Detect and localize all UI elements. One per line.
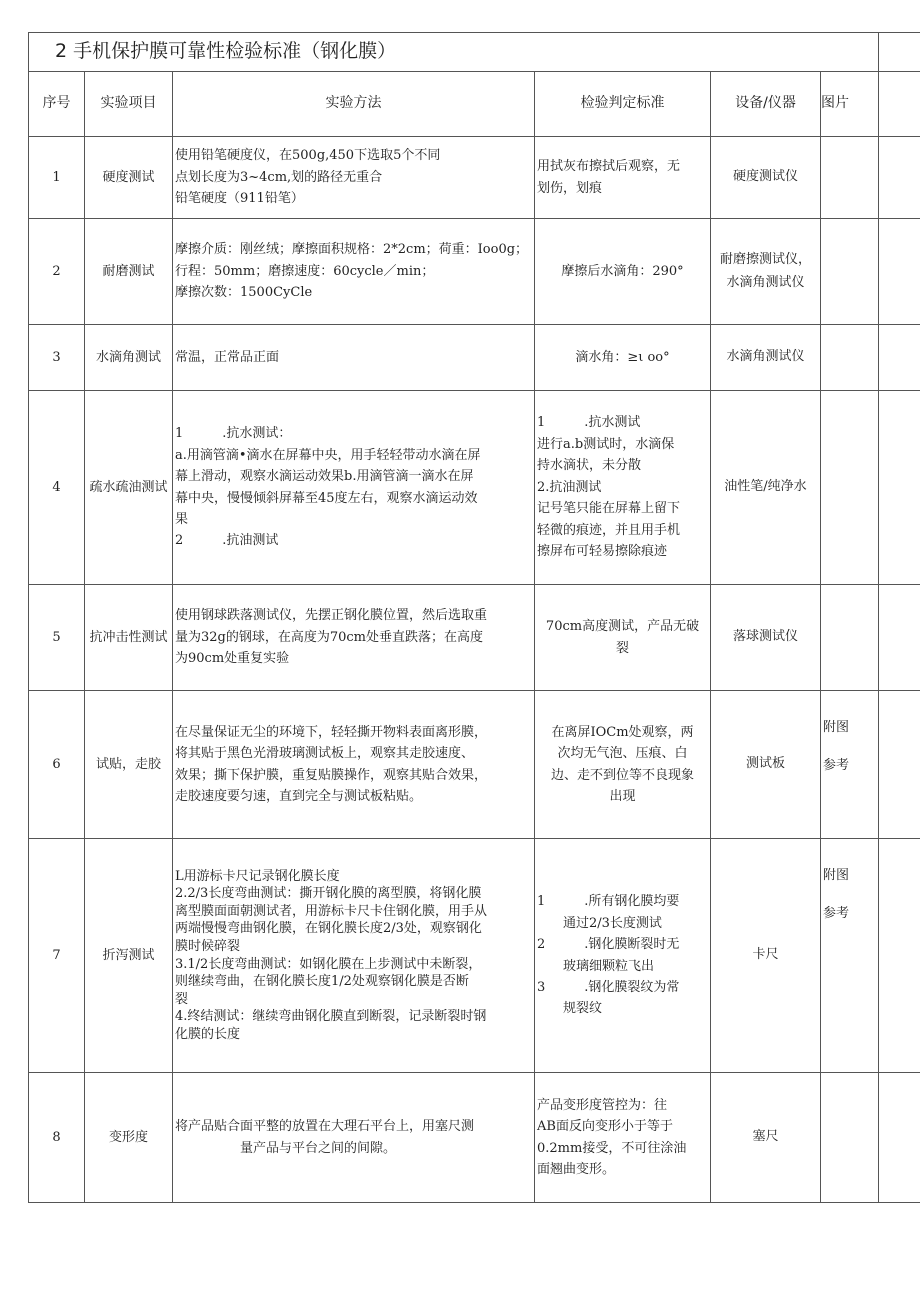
- row-picture: [821, 691, 879, 839]
- extra-cell: [879, 219, 920, 325]
- row-criteria-line: 70cm高度测试，产品无破: [545, 619, 700, 635]
- row-criteria-line: 3 .钢化膜裂纹为常: [537, 979, 680, 995]
- row-method-line: 幕上滑动，观察水滴运动效果b.用滴管滴一滴水在屏: [175, 469, 474, 485]
- table-row: [29, 1073, 920, 1203]
- row-criteria-line: 1 .所有钢化膜均要: [537, 894, 680, 910]
- row-picture: [821, 137, 879, 219]
- row-criteria-line: 2 .钢化膜断裂时无: [537, 937, 680, 953]
- row-criteria-line: 0.2mm接受，不可往涂油: [537, 1140, 687, 1156]
- table-row: [29, 839, 920, 1073]
- row-method-line: a.用滴管滴•滴水在屏幕中央，用手轻轻带动水滴在屏: [175, 447, 481, 463]
- page-title: 2 手机保护膜可靠性检验标准（钢化膜）: [29, 33, 879, 72]
- row-method: [173, 391, 535, 585]
- table-row: [29, 391, 920, 585]
- row-method: [173, 691, 535, 839]
- row-criteria-line: 面翘曲变形。: [537, 1161, 616, 1177]
- row-equipment: [711, 325, 821, 391]
- row-item: 抗冲击性测试: [85, 585, 173, 691]
- row-method-line: 使用铅笔硬度仪，在500g,450下选取5个不同: [175, 148, 441, 164]
- table-row: [29, 585, 920, 691]
- row-criteria-line: 规裂纹: [537, 1001, 603, 1017]
- table-body: [29, 137, 920, 1203]
- header-method: 实验方法: [173, 72, 535, 137]
- row-method-line: 效果；撕下保护膜，重复贴膜操作，观察其贴合效果，: [175, 767, 488, 783]
- row-criteria-line: 摩擦后水滴角：290°: [561, 263, 684, 279]
- row-equipment-line: 油性笔/纯净水: [724, 479, 807, 495]
- row-criteria-line: 轻微的痕迹，并且用手机: [537, 522, 681, 538]
- row-number: 4: [29, 391, 85, 585]
- row-criteria-line: 2.抗油测试: [537, 479, 602, 495]
- row-number: 3: [29, 325, 85, 391]
- row-criteria: [535, 391, 711, 585]
- row-number: 7: [29, 839, 85, 1073]
- row-equipment-line: 水滴角测试仪: [726, 274, 805, 290]
- extra-cell: [879, 72, 920, 137]
- row-equipment: [711, 839, 821, 1073]
- row-method-line: 将其贴于黑色光滑玻璃测试板上，观察其走胶速度、: [175, 746, 475, 762]
- table-row: [29, 137, 920, 219]
- row-method-line: 化膜的长度: [175, 1026, 241, 1042]
- row-number: 5: [29, 585, 85, 691]
- row-method-line: 1 .抗水测试：: [175, 426, 292, 442]
- spec-sheet: [28, 32, 920, 1203]
- row-item: 变形度: [85, 1073, 173, 1203]
- row-method-line: 两端慢慢弯曲钢化膜，在钢化膜长度2/3处，观察钢化: [175, 921, 482, 937]
- row-picture-line: 附图: [823, 868, 850, 883]
- row-equipment: [711, 219, 821, 325]
- row-picture: [821, 391, 879, 585]
- row-method-line: 离型膜面面朝测试者，用游标卡尺卡住钢化膜，用手从: [175, 903, 488, 919]
- row-number: 1: [29, 137, 85, 219]
- row-equipment-line: 卡尺: [752, 947, 779, 963]
- row-criteria-line: 持水滴状，未分散: [537, 458, 642, 474]
- row-method-line: 摩擦次数：1500CyCle: [175, 285, 313, 301]
- row-picture-line: 参考: [823, 905, 850, 921]
- row-method-line: 点划长度为3~4cm,划的路径无重合: [175, 169, 383, 185]
- row-number: 8: [29, 1073, 85, 1203]
- row-method-line: 使用钢球跌落测试仪，先摆正钢化膜位置，然后选取重: [175, 608, 488, 624]
- row-picture: [821, 839, 879, 1073]
- row-criteria-line: 记号笔只能在屏幕上留下: [537, 501, 681, 517]
- row-method-line: L用游标卡尺记录钢化膜长度: [175, 868, 340, 884]
- extra-cell: [879, 839, 920, 1073]
- row-equipment: [711, 137, 821, 219]
- row-method-line: 4.终结测试：继续弯曲钢化膜直到断裂，记录断裂时钢: [175, 1009, 487, 1025]
- row-criteria-line: 擦屏布可轻易擦除痕迹: [537, 544, 668, 560]
- row-method-line: 量产品与平台之间的间隙。: [175, 1140, 397, 1156]
- row-method-line: 摩擦介质：刚丝绒；摩擦面积规格：2*2cm；荷重：Ioo0g；: [175, 242, 529, 258]
- row-criteria: [535, 585, 711, 691]
- row-criteria: [535, 137, 711, 219]
- row-picture-line: 参考: [823, 757, 850, 773]
- row-equipment: [711, 691, 821, 839]
- row-method-line: 幕中央，慢慢倾斜屏幕至45度左右，观察水滴运动效: [175, 490, 478, 506]
- row-picture: [821, 1073, 879, 1203]
- row-criteria-line: AB面反向变形小于等于: [537, 1119, 673, 1135]
- row-criteria-line: 在离屏IOCm处观察，两: [551, 724, 694, 740]
- row-criteria-line: 边、走不到位等不良现象: [550, 767, 694, 783]
- extra-cell: [879, 33, 920, 72]
- row-criteria-line: 产品变形度管控为：往: [537, 1097, 668, 1113]
- row-picture-line: 附图: [823, 720, 850, 735]
- row-method: [173, 219, 535, 325]
- row-criteria-line: 裂: [615, 640, 629, 656]
- row-method-line: 裂: [175, 991, 189, 1007]
- header-item: 实验项目: [85, 72, 173, 137]
- table-row: [29, 219, 920, 325]
- extra-cell: [879, 691, 920, 839]
- extra-cell: [879, 137, 920, 219]
- row-equipment-line: 塞尺: [752, 1129, 779, 1145]
- row-method-line: 在尽量保证无尘的环境下，轻轻撕开物料表面离形膜，: [175, 724, 488, 740]
- header-equipment: 设备/仪器: [711, 72, 821, 137]
- row-criteria-line: 进行a.b测试时，水滴保: [537, 436, 675, 452]
- spec-table: [28, 32, 920, 1203]
- row-method-line: 行程：50mm；磨擦速度：60cycle／min；: [175, 263, 435, 279]
- row-equipment: [711, 1073, 821, 1203]
- row-criteria-line: 1 .抗水测试: [537, 415, 641, 431]
- row-criteria-line: 次均无气泡、压痕、白: [557, 746, 688, 762]
- row-criteria-line: 划伤，划痕: [537, 180, 603, 196]
- row-equipment: [711, 585, 821, 691]
- row-picture: [821, 585, 879, 691]
- table-row: [29, 325, 920, 391]
- row-method-line: 常温，正常品正面: [175, 349, 280, 365]
- row-method-line: 膜时候碎裂: [175, 938, 241, 954]
- row-method-line: 量为32g的钢球，在高度为70cm处垂直跌落；在高度: [175, 629, 484, 645]
- row-equipment-line: 耐磨擦测试仪，: [719, 251, 811, 267]
- row-method: [173, 1073, 535, 1203]
- row-criteria-line: 通过2/3长度测试: [537, 915, 662, 931]
- row-criteria-line: 出现: [609, 788, 636, 804]
- row-item: 试贴，走胶: [85, 691, 173, 839]
- row-equipment-line: 测试板: [745, 756, 785, 772]
- row-equipment: [711, 391, 821, 585]
- header-criteria: 检验判定标准: [535, 72, 711, 137]
- row-method-line: 为90cm处重复实验: [175, 651, 290, 667]
- row-number: 6: [29, 691, 85, 839]
- title-row: [29, 33, 920, 72]
- row-method-line: 将产品贴合面平整的放置在大理石平台上，用塞尺测: [175, 1119, 475, 1135]
- row-method: [173, 137, 535, 219]
- extra-cell: [879, 391, 920, 585]
- row-criteria: [535, 325, 711, 391]
- extra-cell: [879, 1073, 920, 1203]
- row-equipment-line: 硬度测试仪: [732, 169, 798, 185]
- row-criteria-line: 滴水角：≥ι oo°: [575, 349, 670, 365]
- row-method-line: 则继续弯曲，在钢化膜长度1/2处观察钢化膜是否断: [175, 974, 469, 990]
- row-method-line: 走胶速度要匀速，直到完全与测试板粘贴。: [175, 788, 423, 804]
- header-picture: 图片: [821, 72, 879, 137]
- header-no: 序号: [29, 72, 85, 137]
- row-item: 疏水疏油测试: [85, 391, 173, 585]
- row-criteria-line: 用拭灰布擦拭后观察，无: [537, 159, 681, 175]
- row-criteria: [535, 1073, 711, 1203]
- row-item: 折泻测试: [85, 839, 173, 1073]
- row-equipment-line: 落球测试仪: [732, 629, 798, 645]
- header-row: [29, 72, 920, 137]
- row-method: [173, 325, 535, 391]
- row-method-line: 2.2/3长度弯曲测试：撕开钢化膜的离型膜，将钢化膜: [175, 886, 482, 902]
- extra-cell: [879, 585, 920, 691]
- row-method: [173, 585, 535, 691]
- row-criteria: [535, 219, 711, 325]
- row-method: [173, 839, 535, 1073]
- row-method-line: 3.1/2长度弯曲测试：如钢化膜在上步测试中未断裂，: [175, 956, 482, 972]
- row-criteria: [535, 691, 711, 839]
- row-item: 硬度测试: [85, 137, 173, 219]
- row-method-line: 2 .抗油测试: [175, 533, 279, 549]
- row-picture: [821, 325, 879, 391]
- row-equipment-line: 水滴角测试仪: [726, 349, 805, 365]
- row-method-line: 铅笔硬度（911铅笔）: [175, 191, 304, 207]
- row-number: 2: [29, 219, 85, 325]
- row-criteria: [535, 839, 711, 1073]
- row-method-line: 果: [175, 511, 189, 527]
- table-row: [29, 691, 920, 839]
- extra-cell: [879, 325, 920, 391]
- row-item: 耐磨测试: [85, 219, 173, 325]
- row-picture: [821, 219, 879, 325]
- row-criteria-line: 玻璃细颗粒飞出: [537, 958, 655, 974]
- row-item: 水滴角测试: [85, 325, 173, 391]
